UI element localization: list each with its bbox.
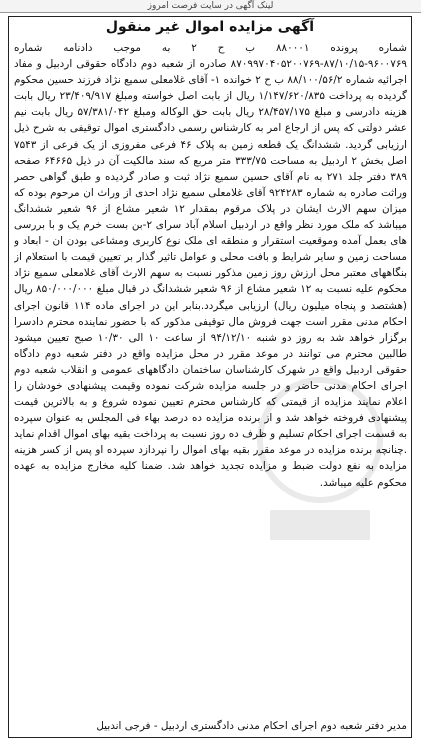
notice-body [14,40,407,732]
notice-signature: مدیر دفتر شعبه دوم اجرای احکام مدنی دادگستری اردبیل - فرجی اندبیل [96,720,407,732]
notice-title: آگهی مزایده اموال غیر منقول [105,19,315,35]
notice-paragraph: شماره پرونده ۸۸۰۰۰۱ ب ح ۲ به موجب دادنامه شماره ۹۶۰۰۷۶۹-۸۷/۱۰/۱۵-۸۷۰۹۹۷۰۴۰۵۲۰۰۷۶۹ صادره از شعبه دوم دادگاه حقوقی اردبیل و مفاد اجرائیه شماره ۸۸/۱۰۰/۵۶/۲ ب ح ۲ خوانده ۱- آقای غلامعلی سمیع نژاد فرزند حسین محکوم گردیده به پرداخت ۱/۱۴۷/۶۲۰/۸۳۵ ریال از بابت اصل خواسته ومبلغ ۲۳/۴۰۹/۹۱۷ ریال بابت هزینه دادرسی و مبلغ ۲۸/۴۵۷/۱۷۵ ریال بابت حق الوکاله ومبلغ ۵۷/۳۸۱/۰۴۲ ریال بابت نیم عشر دولتی که پس از ارجاع امر به کارشناس رسمی دادگستری اموال توقیفی به شرح ذیل ارزیابی گردید. ششدانگ یک قطعه زمین به پلاک ۴۶ فرعی مفروزی از یک فرعی از ۷۵۴۳ اصل بخش ۲ اردبیل به مساحت ۳۳۳/۷۵ متر مربع که سند مالکیت آن در ذیل ۶۴۶۶۵ صفحه ۳۸۹ دفتر جلد ۲۷۱ به نام آقای حسین سمیع نژاد ثبت و صادر گردیده و طبق گواهی حصر وراثت صادره به شماره ۹۲۴۲۸۳ آقای غلامعلی سمیع نژاد احدی از وراث ان مرحوم بوده که میزان سهم الارث ایشان در پلاک مرقوم بمقدار ۱۲ شعیر مشاع از ۹۶ شعیر ششدانگ میباشد که ملک مورد نظر واقع در اردبیل اسلام آباد سرای ۲-بن بست خرم یک و با بررسی های بعمل آمده وموقعیت استقرار و منطقه ای ملک نوع کاربری ومشاعی بودن ان - ابعاد و مساحت زمین و سایر شرایط و بافت محلی و عوامل تاثیر گذار بر تعیین قیمت با استعلام از بنگاههای معتبر محل ارزش روز زمین مذکور نسبت به سهم الارث آقای غلامعلی سمیع نژاد محکوم علیه نسبت به ۱۲ شعیر مشاع از ۹۶ شعیر ششدانگ در قبال مبلغ ۸۵۰/۰۰۰/۰۰۰ ریال (هشتصد و پنجاه میلیون ریال) ارزیابی میگردد.بنابر این در اجرای ماده ۱۱۴ قانون اجرای احکام مدنی مقرر است جهت فروش مال توقیفی مذکور که با حضور نماینده محترم دادسرا برگزار خواهد شد به روز دو شنبه ۹۴/۱۲/۱۰ از ساعت ۱۰ الی ۱۰/۳۰ صبح تعیین میشود طالبین محترم می توانند در موعد مقرر در محل مزایده واقع در دفتر شعبه دوم دادگاه حقوقی اردبیل واقع در شهرک کارشناسان ساختمان دادگاههای عمومی و انقلاب شعبه دوم اجرای احکام مدنی حاضر و در جلسه مزایده شرکت نموده وقیمت پیشنهادی خودشان را اعلام نمایند مزایده از قیمتی که کارشناس محترم تعیین نموده شروع و به بالاترین قیمت پیشنهادی فروخته خواهد شد و از برنده مزایده ده درصد بهاء فی المجلس به عنوان سپرده به قسمت اجرای احکام تسلیم و ظرف ده روز نسبت به پرداخت بقیه بهای اموال اقدام نماید .چنانچه برنده مزایده در موعد مقرر بقیه بهای اموال را نپردازد سپرده او پس از کسر هزینه مزایده به نفع دولت ضبط و مزایده تجدید خواهد شد. ضمنا کلیه مخارج مزایده به عهده محکوم علیه میباشد. [14,42,407,489]
top-divider [0,12,421,13]
top-strip-text: لینک آگهی در سایت فرصت امروز [0,0,421,12]
